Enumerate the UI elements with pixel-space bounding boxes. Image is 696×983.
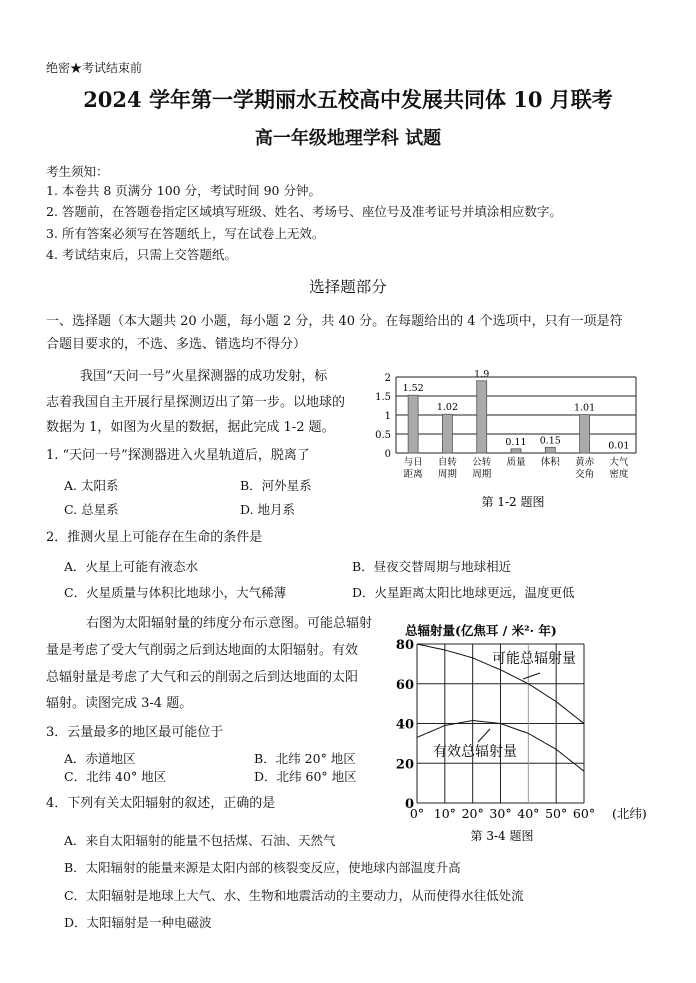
figure-caption: 第 1-2 题图 [481,495,545,509]
q3-option-d: D．北纬 60° 地区 [254,769,357,784]
q2-option-c: C．火星质量与体积比地球小，大气稀薄 [64,585,287,600]
series-label: 可能总辐射量 [492,651,576,667]
notice-item: 3. 所有答案必须写在答题纸上，写在试卷上无效。 [46,226,325,241]
q1-stem: 1. “天问一号”探测器进入火星轨道后，脱离了 [46,448,310,463]
figure-caption: 第 3-4 题图 [470,829,534,843]
q1-option-a: A. 太阳系 [64,478,119,493]
q2-option-b: B．昼夜交替周期与地球相近 [352,559,512,574]
bar-value-label: 1.02 [436,402,459,414]
para1-line: 数据为 1，如图为火星的数据，据此完成 1-2 题。 [46,420,335,435]
x-tick-label: 0° [409,806,425,821]
intro-line: 合题目要求的，不选、多选、错选均不得分） [46,337,307,352]
q3-stem: 3．云量最多的地区最可能位于 [46,725,224,740]
y-tick-label: 80 [395,638,414,653]
para2-line: 总辐射量是考虑了大气和云的削弱之后到达地面的太阳 [46,670,359,685]
y-tick-label: 1.5 [375,392,391,403]
bar-value-label: 0.11 [505,436,527,448]
series-label: 有效总辐射量 [433,744,517,760]
notice-item: 2. 答题前，在答题卷指定区域填写班级、姓名、考场号、座位号及准考证号并填涂相应数字。 [46,204,562,219]
q2-stem: 2．推测火星上可能存在生命的条件是 [46,530,263,545]
exam-subtitle: 高一年级地理学科 试题 [254,128,442,149]
para1-line: 志着我国自主开展行星探测迈出了第一步。以地球的 [46,395,346,410]
q4-option-d: D．太阳辐射是一种电磁波 [64,915,212,930]
q4-stem: 4．下列有关太阳辐射的叙述，正确的是 [46,796,276,811]
q3-option-a: A．赤道地区 [64,751,136,766]
para2-line: 右图为太阳辐射量的纬度分布示意图。可能总辐射 [86,616,373,631]
x-tick-label: 黄赤 [575,457,595,468]
q3-option-b: B．北纬 20° 地区 [254,751,356,766]
y-tick-label: 40 [395,717,414,733]
annotation-arrow [523,673,540,679]
bar-value-label: 1.52 [402,383,424,395]
x-tick-label: 体积 [540,457,560,468]
q2-option-d: D．火星距离太阳比地球更远，温度更低 [352,585,575,600]
para2-line: 量是考虑了受大气削弱之后到达地面的太阳辐射。有效 [46,643,359,658]
y-tick-label: 1 [384,411,391,422]
x-tick-label: 周期 [437,469,457,480]
y-tick-label: 60 [395,677,414,693]
x-axis-unit: (北纬) [612,806,647,821]
bar [408,395,418,453]
q1-option-d: D. 地月系 [240,502,296,517]
y-tick-label: 0.5 [375,430,391,441]
y-tick-label: 2 [384,373,391,384]
x-tick-label: 距离 [403,469,423,480]
intro-line: 一、选择题（本大题共 20 小题，每小题 2 分，共 40 分。在每题给出的 4 个选项中，只有一项是符 [46,314,623,329]
bar [511,449,521,453]
x-tick-label: 公转 [472,457,492,468]
bar-value-label: 0.01 [608,440,630,452]
x-tick-label: 20° [461,806,484,821]
x-tick-label: 大气 [609,457,629,468]
x-tick-label: 50° [545,806,568,821]
x-tick-label: 60° [572,806,596,821]
y-tick-label: 0 [384,449,391,460]
para1-line: 我国“天问一号”火星探测器的成功发射，标 [80,369,328,384]
y-axis-title: 总辐射量(亿焦耳 / 米²· 年) [405,623,557,638]
q1-option-b: B．河外星系 [240,478,312,493]
bar-value-label: 1.9 [474,368,490,380]
q2-option-a: A．火星上可能有液态水 [64,559,199,574]
x-tick-label: 与日 [403,457,423,468]
exam-title: 2024 学年第一学期丽水五校高中发展共同体 10 月联考 [83,87,613,112]
section-heading: 选择题部分 [309,278,387,296]
x-tick-label: 交角 [575,469,595,480]
annotation-arrow [478,729,490,742]
q3-option-c: C．北纬 40° 地区 [64,769,167,784]
q4-option-b: B．太阳辐射的能量来源是太阳内部的核裂变反应，使地球内部温度升高 [64,860,461,875]
q4-option-c: C．太阳辐射是地球上大气、水、生物和地震活动的主要动力，从而使得水往低处流 [64,888,524,903]
bar-value-label: 0.15 [539,435,561,447]
notice-item: 4. 考试结束后，只需上交答题纸。 [46,247,237,262]
notice-heading: 考生须知： [46,164,109,179]
x-tick-label: 密度 [609,469,629,480]
bar [545,447,555,453]
x-tick-label: 10° [433,806,456,821]
secret-label: 绝密★考试结束前 [46,61,143,75]
bar [580,415,590,453]
y-tick-label: 20 [395,757,414,773]
bar-value-label: 1.01 [573,402,596,414]
bar [442,414,452,453]
x-tick-label: 质量 [506,457,526,468]
x-tick-label: 40° [517,806,540,821]
bar [477,381,487,453]
para2-line: 辐射。读图完成 3-4 题。 [46,696,193,711]
x-tick-label: 30° [489,806,512,821]
y-tick-label: 0 [404,797,414,812]
x-tick-label: 自转 [437,457,457,468]
x-tick-label: 周期 [472,469,492,480]
q1-option-c: C. 总星系 [64,502,119,517]
q4-option-a: A．来自太阳辐射的能量不包括煤、石油、天然气 [64,833,336,848]
notice-item: 1. 本卷共 8 页满分 100 分，考试时间 90 分钟。 [46,183,321,198]
